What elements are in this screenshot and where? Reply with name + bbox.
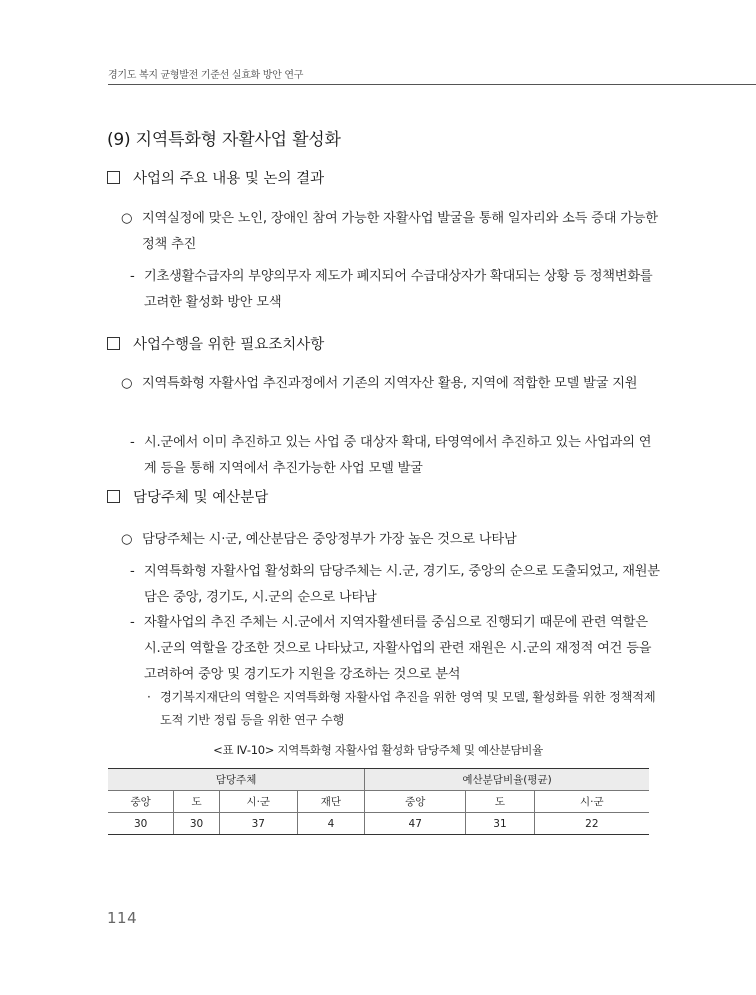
checkbox-square-icon bbox=[107, 171, 120, 184]
bullet-text: 지역특화형 자활사업 활성화의 담당주체는 시.군, 경기도, 중앙의 순으로 도출되었고, 재원분담은 중앙, 경기도, 시.군의 순으로 나타남 bbox=[144, 564, 660, 605]
group-header-budget-share: 예산분담비율(평균) bbox=[365, 769, 649, 791]
checkbox-square-icon bbox=[107, 490, 120, 503]
column-header: 도 bbox=[466, 791, 534, 813]
table-cell: 31 bbox=[466, 813, 534, 835]
dash-bullet-icon: - bbox=[130, 564, 135, 579]
dot-bullet-icon: · bbox=[147, 690, 151, 704]
circle-bullet-icon: ○ bbox=[121, 376, 133, 391]
table-row bbox=[108, 813, 649, 835]
running-head: 경기도 복지 균형발전 기준선 실효화 방안 연구 bbox=[108, 70, 304, 81]
column-header: 시·군 bbox=[534, 791, 649, 813]
column-header: 중앙 bbox=[365, 791, 466, 813]
bullet-text: 지역특화형 자활사업 추진과정에서 기존의 지역자산 활용, 지역에 적합한 모델 발굴 지원 bbox=[142, 376, 638, 391]
dash-bullet-icon: - bbox=[130, 269, 135, 284]
table-group-header-row bbox=[108, 769, 649, 791]
bullet-dash-item bbox=[130, 264, 661, 316]
bullet-circle-item bbox=[121, 206, 661, 258]
bullet-text: 기초생활수급자의 부양의무자 제도가 폐지되어 수급대상자가 확대되는 상황 등 정책변화를 고려한 활성화 방안 모색 bbox=[144, 269, 653, 310]
subheading-main-content bbox=[107, 167, 324, 188]
subheading-responsibility-budget bbox=[107, 486, 268, 507]
table-cell: 22 bbox=[534, 813, 649, 835]
bullet-circle-item bbox=[121, 527, 661, 553]
bullet-text: 담당주체는 시·군, 예산분담은 중앙정부가 가장 높은 것으로 나타남 bbox=[142, 532, 517, 547]
table-cell: 30 bbox=[108, 813, 174, 835]
page-number: 114 bbox=[107, 909, 138, 927]
table-cell: 47 bbox=[365, 813, 466, 835]
bullet-text: 경기복지재단의 역할은 지역특화형 자활사업 추진을 위한 영역 및 모델, 활성화를 위한 정책적제도적 기반 정립 등을 위한 연구 수행 bbox=[160, 690, 656, 727]
table-caption: <표 Ⅳ-10> 지역특화형 자활사업 활성화 담당주체 및 예산분담비율 bbox=[213, 743, 543, 757]
dash-bullet-icon: - bbox=[130, 615, 135, 630]
bullet-dash-item bbox=[130, 430, 661, 482]
table-column-header-row bbox=[108, 791, 649, 813]
bullet-dash-item bbox=[130, 559, 661, 611]
column-header: 시·군 bbox=[219, 791, 297, 813]
bullet-circle-item bbox=[121, 371, 661, 397]
column-header: 재단 bbox=[297, 791, 364, 813]
table-cell: 30 bbox=[174, 813, 219, 835]
header-rule bbox=[108, 84, 756, 85]
subheading-text: 사업수행을 위한 필요조치사항 bbox=[133, 337, 325, 353]
dash-bullet-icon: - bbox=[130, 435, 135, 450]
table-cell: 37 bbox=[219, 813, 297, 835]
bullet-text: 시.군에서 이미 추진하고 있는 사업 중 대상자 확대, 타영역에서 추진하고 있는 사업과의 연계 등을 통해 지역에서 추진가능한 사업 모델 발굴 bbox=[144, 435, 652, 476]
budget-share-table bbox=[108, 768, 649, 835]
circle-bullet-icon: ○ bbox=[121, 211, 133, 226]
subheading-text: 사업의 주요 내용 및 논의 결과 bbox=[133, 171, 325, 187]
bullet-dot-item bbox=[147, 686, 661, 732]
bullet-text: 지역실정에 맞은 노인, 장애인 참여 가능한 자활사업 발굴을 통해 일자리와 소득 증대 가능한 정책 추진 bbox=[142, 211, 658, 252]
section-title: (9) 지역특화형 자활사업 활성화 bbox=[107, 130, 341, 150]
column-header: 중앙 bbox=[108, 791, 174, 813]
column-header: 도 bbox=[174, 791, 219, 813]
bullet-text: 자활사업의 추진 주체는 시.군에서 지역자활센터를 중심으로 진행되기 때문에 관련 역할은 시.군의 역할을 강조한 것으로 나타났고, 자활사업의 관련 재원은 시.군의 재정적 여건 등을 고려하여 중앙 및 경기도가 지원을 강조하는 것으로 분석 bbox=[144, 615, 652, 682]
group-header-responsibility: 담당주체 bbox=[108, 769, 365, 791]
subheading-required-actions bbox=[107, 333, 324, 354]
table-cell: 4 bbox=[297, 813, 364, 835]
circle-bullet-icon: ○ bbox=[121, 532, 133, 547]
checkbox-square-icon bbox=[107, 337, 120, 350]
subheading-text: 담당주체 및 예산분담 bbox=[133, 490, 269, 506]
bullet-dash-item bbox=[130, 610, 661, 688]
